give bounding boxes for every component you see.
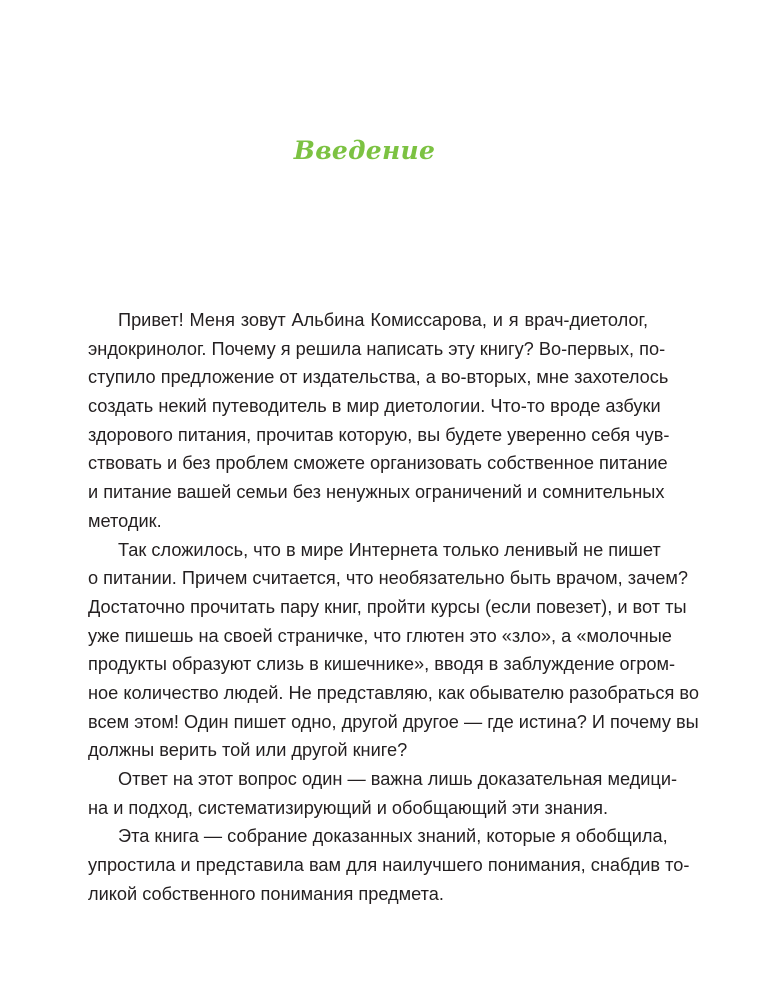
paragraph-1 bbox=[88, 306, 670, 536]
text-line: эндокринолог. Почему я решила написать эту книгу? Во-первых, по- bbox=[88, 338, 666, 359]
text-line: уже пишешь на своей страничке, что глютен это «зло», а «молочные bbox=[88, 625, 672, 646]
text-line: продукты образуют слизь в кишечнике», вводя в заблуждение огром- bbox=[88, 654, 676, 675]
text-line: должны верить той или другой книге? bbox=[88, 740, 408, 761]
text-line: ствовать и без проблем сможете организовать собственное питание bbox=[88, 453, 668, 474]
body-text bbox=[88, 306, 699, 908]
text-line: методик. bbox=[88, 510, 162, 531]
text-line: Привет! Меня зовут Альбина Комиссарова, и я врач-диетолог, bbox=[118, 310, 648, 330]
text-line: ликой собственного понимания предмета. bbox=[88, 883, 444, 904]
chapter-title: Введение bbox=[293, 136, 436, 165]
text-line: Эта книга — собрание доказанных знаний, которые я обобщила, bbox=[118, 826, 668, 847]
paragraph-3 bbox=[88, 765, 678, 822]
text-line: ное количество людей. Не представляю, как обывателю разобраться во bbox=[88, 682, 699, 703]
text-line: на и подход, систематизирующий и обобщающий эти знания. bbox=[88, 797, 609, 818]
text-line: упростила и представила вам для наилучшего понимания, снабдив то- bbox=[88, 855, 690, 876]
text-line: Ответ на этот вопрос один — важна лишь доказательная медици- bbox=[118, 769, 678, 789]
text-line: Достаточно прочитать пару книг, пройти курсы (если повезет), и вот ты bbox=[88, 596, 687, 617]
text-line: создать некий путеводитель в мир диетологии. Что-то вроде азбуки bbox=[88, 396, 661, 417]
text-line: Так сложилось, что в мире Интернета только ленивый не пишет bbox=[118, 539, 661, 560]
text-line: и питание вашей семьи без ненужных ограничений и сомнительных bbox=[88, 482, 665, 503]
text-line: о питании. Причем считается, что необязательно быть врачом, зачем? bbox=[88, 568, 689, 589]
text-line: ступило предложение от издательства, а во-вторых, мне захотелось bbox=[88, 367, 669, 388]
paragraph-2 bbox=[88, 536, 699, 766]
text-line: здорового питания, прочитав которую, вы будете уверенно себя чув- bbox=[88, 424, 670, 445]
text-line: всем этом! Один пишет одно, другой другое — где истина? И почему вы bbox=[88, 711, 699, 732]
paragraph-4 bbox=[88, 822, 690, 908]
